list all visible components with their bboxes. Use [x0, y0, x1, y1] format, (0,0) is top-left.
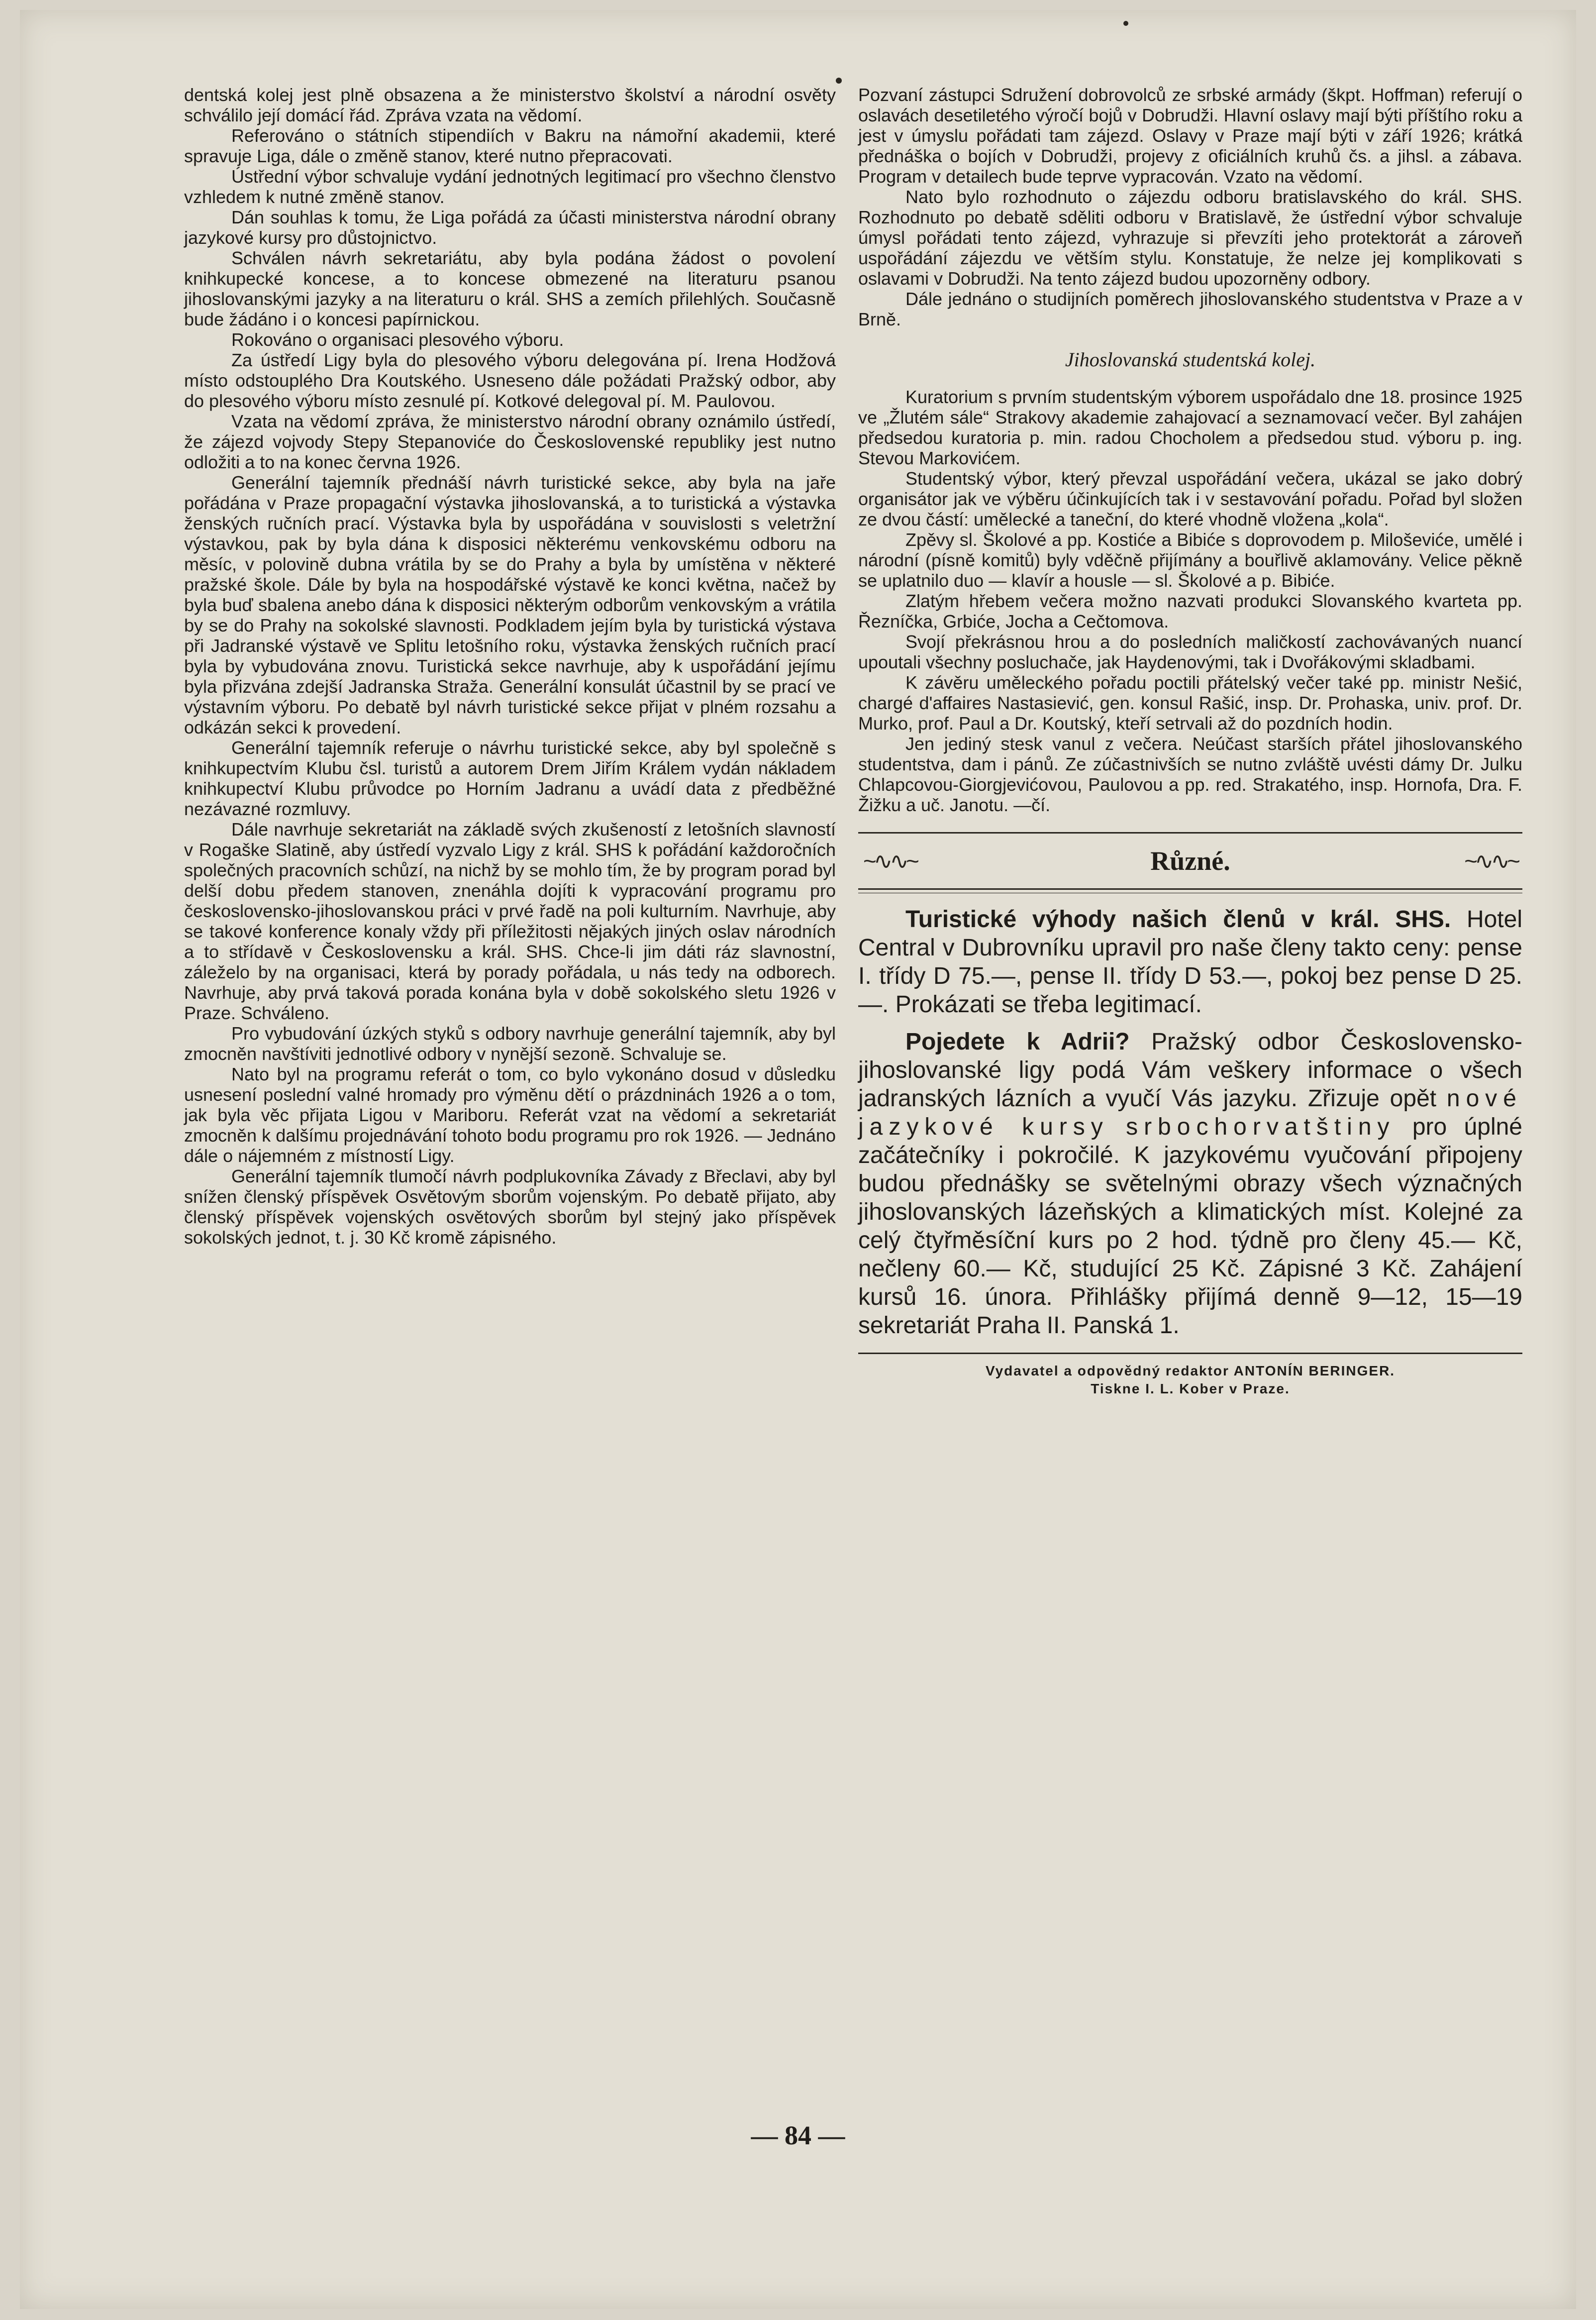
paragraph: Schválen návrh sekretariátu, aby byla podána žádost o povolení knihkupecké koncese, a to koncese obmezené na literaturu psanou jihoslovanskými jazyky a na literaturu o král. SHS a zemích přilehlých. Současně bude žádáno i o koncesi papírnickou.	[184, 248, 836, 329]
kolej-article	[858, 387, 1522, 815]
paragraph: Dále jednáno o studijních poměrech jihoslovanského studentstva v Praze a v Brně.	[858, 289, 1522, 329]
paragraph: dentská kolej jest plně obsazena a že ministerstvo školství a národní osvěty schválilo její domácí řád. Zpráva vzata na vědomí.	[184, 85, 836, 125]
right-column	[858, 85, 1522, 1398]
paragraph: Referováno o státních stipendiích v Bakru na námořní akademii, které spravuje Liga, dále o změně stanov, které nutno přepracovati.	[184, 125, 836, 166]
paragraph: K závěru uměleckého pořadu poctili přátelský večer také pp. ministr Nešić, chargé d'affaires Nastasiević, gen. konsul Rašić, insp. Dr. Prohaska, univ. prof. Dr. Murko, prof. Paul a Dr. Koutský, kteří setrvali až do pozdních hodin.	[858, 672, 1522, 734]
paragraph: Kuratorium s prvním studentským výborem uspořádalo dne 18. prosince 1925 ve „Žlutém sále“ Strakovy akademie zahajovací a seznamovací večer. Byl zahájen předsedou kuratoria p. min. radou Chocholem a předsedou stud. výboru p. ing. Stevou Markovićem.	[858, 387, 1522, 468]
notice-text	[1109, 1114, 1126, 1140]
right-column-minutes	[858, 85, 1522, 329]
notice-adria	[858, 1028, 1522, 1340]
left-column	[184, 85, 836, 1248]
paragraph: Za ústředí Ligy byla do plesového výboru delegována pí. Irena Hodžová místo odstouplého Dra Koutského. Usneseno dále požádati Pražský odbor, aby do plesového výboru místo zesnulé pí. Kotkové delegoval pí. M. Paulovou.	[184, 350, 836, 411]
page-number: — 84 —	[751, 2120, 845, 2150]
paragraph: Vzata na vědomí zpráva, že ministerstvo národní obrany oznámilo ústředí, že zájezd vojvody Stepy Stepanoviće do Československé republiky jest nutno odložiti a to na konec června 1926.	[184, 411, 836, 472]
notice-lead: Pojedete k Adrii?	[905, 1029, 1130, 1055]
ruzne-header	[858, 834, 1522, 888]
notice-text: Hotel Central v Dubrovníku upravil pro naše členy takto ceny: pense I. třídy D 75.—, pense II. třídy D 53.—, pokoj bez pense D 25.—. Prokázati se třeba legitimací.	[858, 906, 1523, 1018]
paragraph: Generální tajemník tlumočí návrh podplukovníka Závady z Břeclavi, aby byl snížen členský příspěvek Osvětovým sborům vojenským. Po debatě přijato, aby členský příspěvek vojenských osvětových sborům byl stejný jako příspěvek sokolských jednot, t. j. 30 Kč kromě zápisného.	[184, 1166, 836, 1248]
paragraph: Nato bylo rozhodnuto o zájezdu odboru bratislavského do král. SHS. Rozhodnuto po debatě sděliti odboru v Bratislavě, že ústřední výbor schvaluje úmysl pořádati tento zájezd, vyhrazuje si převzíti jeho protektorát a zároveň uspořádání zájezdu ve větším stylu. Konstatuje, že nelze jej komplikovati s oslavami v Dobrudži. Na tento zájezd budou upozorněny odbory.	[858, 187, 1522, 289]
paragraph: Zlatým hřebem večera možno nazvati produkci Slovanského kvarteta pp. Řezníčka, Grbiće, Jocha a Cečtomova.	[858, 591, 1522, 632]
ruzne-items	[858, 905, 1522, 1340]
ornament-right-icon: ~∿∿~	[1464, 847, 1517, 874]
notice-emphasis: nové jazykové kursy	[858, 1085, 1522, 1140]
notice-text: Pražský odbor Československo-jihoslovanské ligy podá Vám veškery informace o všech jadranských lázních a vyučí Vás jazyku. Zřizuje opět	[858, 1029, 1523, 1112]
notice-text: pro úplné začátečníky i pokročilé. K jazykovému vyučování připojeny budou přednášky se světelnými obrazy všech význačných jihoslovanských lázeňských a klimatických míst. Kolejné za celý čtyřměsíční kurs po 2 hod. týdně pro členy 45.— Kč, nečleny 60.— Kč, studující 25 Kč. Zápisné 3 Kč. Zahájení kursů 16. února. Přihlášky přijímá denně 9—12, 15—19 sekretariát Praha II. Panská 1.	[858, 1114, 1522, 1339]
print-mark	[836, 78, 842, 84]
paragraph: Generální tajemník referuje o návrhu turistické sekce, aby byl společně s knihkupectvím Klubu čsl. turistů a autorem Drem Jiřím Králem vydán nákladem knihkupectví Klubu průvodce po Horním Jadranu a uvádí data z předběžné nezávazné rozmluvy.	[184, 738, 836, 819]
notice-tourist-benefits	[858, 905, 1522, 1019]
colophon	[858, 1353, 1522, 1398]
paragraph: Jen jediný stesk vanul z večera. Neúčast starších přátel jihoslovanského studentstva, dam i pánů. Ze zúčastnivších se nutno zvláště uvésti dámy Dr. Julku Chlapcovou-Giorgjevićovou, Paulovou a pp. red. Strakatého, insp. Hornofa, Dra. F. Žižku a uč. Janotu. —čí.	[858, 734, 1522, 815]
page	[20, 10, 1576, 2309]
paragraph: Zpěvy sl. Školové a pp. Kostiće a Bibiće s doprovodem p. Miloševiće, umělé i národní (písně komitů) byly vděčně přijímány a bouřlivě aklamovány. Velice pěkně se uplatnilo duo — klavír a housle — sl. Školové a p. Bibiće.	[858, 529, 1522, 591]
ruzne-title: Různé.	[1150, 845, 1230, 876]
paragraph: Generální tajemník přednáší návrh turistické sekce, aby byla na jaře pořádána v Praze propagační výstavka jihoslovanská, a to turistická a výstavka ženských ručních prací. Výstavka byla by uspořádána v souvislosti s veletržní výstavkou, pak by byla dána k disposici některému venkovskému odboru na měsíc, v polovině dubna vrátila by se do Prahy a byla by umístěna v některé pražské škole. Dále by byla na hospodářské výstavě ke konci května, načež by byla buď sbalena anebo dána k disposici některým odborům venkovským a vrátila by se do Prahy na sokolské slavnosti. Podkladem jejím byla by turistická výstava při Jadranské výstavě ve Splitu letošního roku, výstavka ženských ručních prací byla by vybudována znovu. Turistická sekce navrhuje, aby k uspořádání jejímu byla přizvána zdejší Jadranska Straža. Generální konsulát účastnil by se prací ve výstavním výboru. Po debatě byl návrh turistické sekce přijat v plném rozsahu a odkázán sekci k provedení.	[184, 472, 836, 738]
ornament-left-icon: ~∿∿~	[863, 847, 916, 874]
paragraph: Svojí překrásnou hrou a do posledních maličkostí zachovávaných nuancí upoutali všechny posluchače, jak Haydenovými, tak i Dvořákovými skladbami.	[858, 632, 1522, 672]
paragraph: Pozvaní zástupci Sdružení dobrovolců ze srbské armády (škpt. Hoffman) referují o oslavách desetiletého výročí bojů v Dobrudži. Hlavní oslavy mají býti příštího roku a jest v úmyslu pořádati tam zájezd. Oslavy v Praze mají býti v září 1926; krátká přednáška o bojích v Dobrudži, projevy z oficiálních kruhů čs. a jihsl. a zábava. Program v detailech bude teprve vypracován. Vzato na vědomí.	[858, 85, 1522, 187]
print-mark	[1123, 21, 1128, 26]
paragraph: Nato byl na programu referát o tom, co bylo vykonáno dosud v důsledku usnesení poslední valné hromady pro výměnu dětí o prázdninách 1926 a o tom, jak byla věc přijata Ligou v Mariboru. Referát vzat na vědomí a sekretariát zmocněn k dalšímu projednávání tohoto bodu programu pro rok 1926. — Jednáno dále o nájemném z místností Ligy.	[184, 1064, 836, 1166]
paragraph: Rokováno o organisaci plesového výboru.	[231, 329, 564, 350]
notice-emphasis: srbochorvatštiny	[1126, 1114, 1396, 1140]
section-title-kolej: Jihoslovanská studentská kolej.	[1065, 348, 1316, 371]
paragraph: Dále navrhuje sekretariát na základě svých zkušeností z letošních slavností v Rogaške Slatině, aby ústředí vyzvalo Ligy z král. SHS k pořádání každoročních společných pracovních schůzí, na nichž by se mohlo tím, že by program porad byl delší dobu předem stanoven, znenáhla dojíti k vypracování programu pro československo-jihoslovanskou práci v prvé řadě na poli kulturním. Navrhuje, aby se takové konference konaly vždy při příležitosti nějakých jiných oslav národních a to střídavě v Československu a král. SHS. Chce-li jim dáti ráz slavnostní, záleželo by na organisaci, která by porady pořádala, u nás tedy na odborech. Navrhuje, aby prvá taková porada konána byla v době sokolského sletu 1926 v Praze. Schváleno.	[184, 819, 836, 1023]
paragraph: Pro vybudování úzkých styků s odbory navrhuje generální tajemník, aby byl zmocněn navštíviti jednotlivé odbory v nynější sezoně. Schvaluje se.	[184, 1023, 836, 1064]
notice-lead: Turistické výhody našich členů v král. SHS.	[905, 906, 1451, 933]
paragraph: Ústřední výbor schvaluje vydání jednotných legitimací pro všechno členstvo vzhledem k nutné změně stanov.	[184, 166, 836, 207]
colophon-publisher: Vydavatel a odpovědný redaktor ANTONÍN BERINGER.	[985, 1363, 1396, 1378]
paragraph: Studentský výbor, který převzal uspořádání večera, ukázal se jako dobrý organisátor jak ve výběru účinkujících tak i v sestavování pořadu. Pořad byl složen ze dvou částí: umělecké a taneční, do které vhodně vložena „kola“.	[858, 468, 1522, 529]
double-divider	[858, 888, 1522, 893]
colophon-printer: Tiskne I. L. Kober v Praze.	[1091, 1381, 1290, 1396]
paragraph: Dán souhlas k tomu, že Liga pořádá za účasti ministerstva národní obrany jazykové kursy pro důstojnictvo.	[184, 207, 836, 248]
